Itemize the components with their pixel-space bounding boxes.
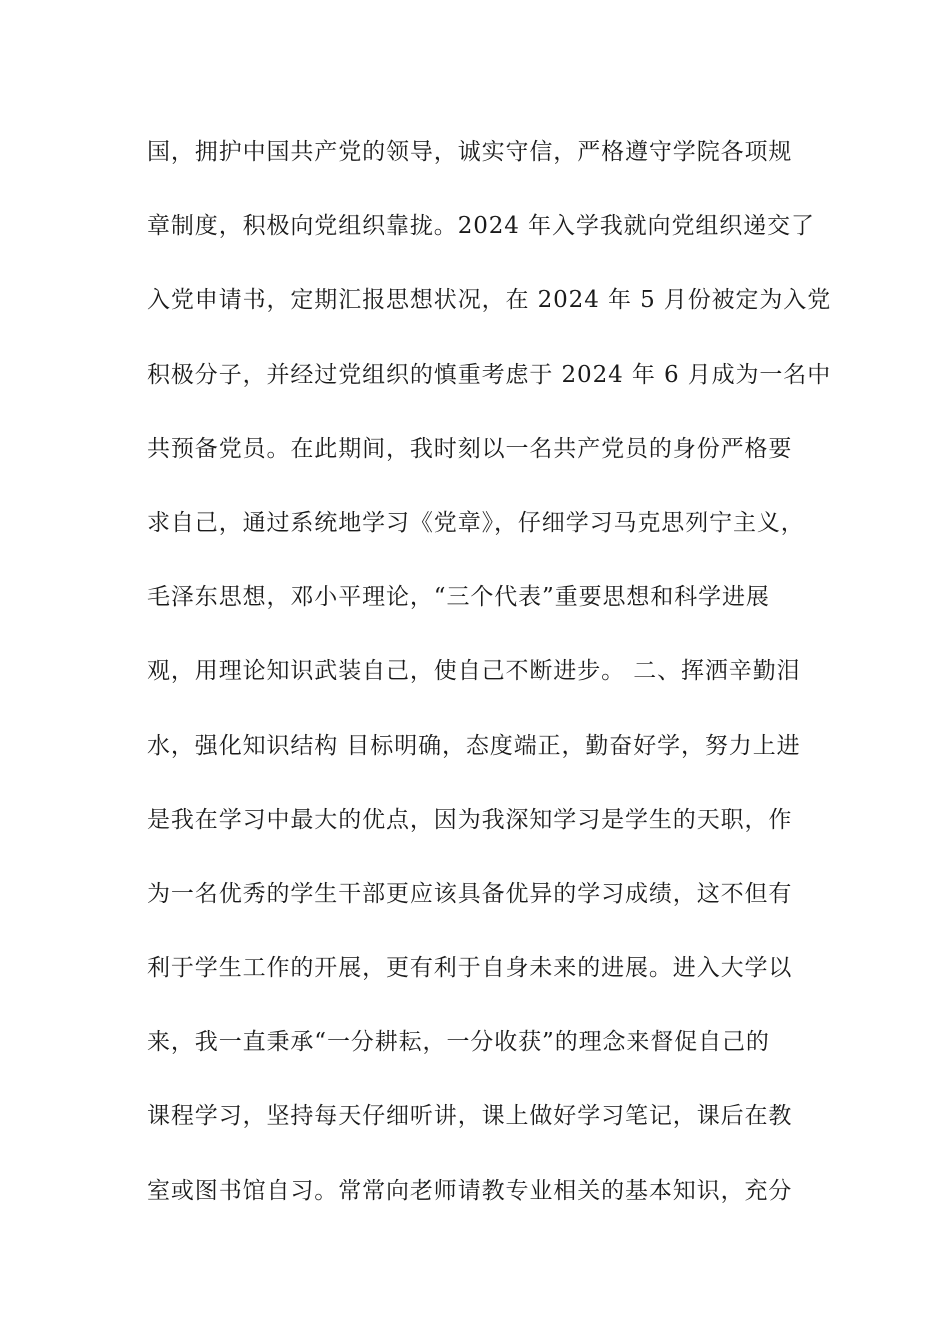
text-line: 室或图书馆自习。常常向老师请教专业相关的基本知识，充分	[147, 1177, 793, 1204]
text-line: 共预备党员。在此期间，我时刻以一名共产党员的身份严格要	[147, 435, 793, 462]
text-line: 章制度，积极向党组织靠拢。2024 年入学我就向党组织递交了	[147, 213, 815, 240]
text-line: 课程学习，坚持每天仔细听讲，课上做好学习笔记，课后在教	[147, 1103, 793, 1130]
text-line: 利于学生工作的开展，更有利于自身未来的进展。进入大学以	[147, 955, 793, 982]
body-text	[147, 131, 832, 1244]
text-line: 入党申请书，定期汇报思想状况，在 2024 年 5 月份被定为入党	[147, 287, 832, 314]
text-line: 来，我一直秉承“一分耕耘，一分收获”的理念来督促自己的	[147, 1029, 770, 1056]
text-line: 是我在学习中最大的优点，因为我深知学习是学生的天职，作	[147, 806, 793, 833]
text-line: 国，拥护中国共产党的领导，诚实守信，严格遵守学院各项规	[147, 139, 793, 165]
text-line: 为一名优秀的学生干部更应该具备优异的学习成绩，这不但有	[147, 880, 793, 907]
text-line: 积极分子，并经过党组织的慎重考虑于 2024 年 6 月成为一名中	[147, 361, 832, 388]
text-line: 观，用理论知识武装自己，使自己不断进步。 二、挥洒辛勤泪	[147, 658, 801, 685]
text-line: 求自己，通过系统地学习《党章》，仔细学习马克思列宁主义，	[147, 509, 805, 536]
text-line: 毛泽东思想，邓小平理论，“三个代表”重要思想和科学进展	[147, 584, 770, 611]
text-line: 水，强化知识结构 目标明确，态度端正，勤奋好学，努力上进	[147, 732, 801, 759]
